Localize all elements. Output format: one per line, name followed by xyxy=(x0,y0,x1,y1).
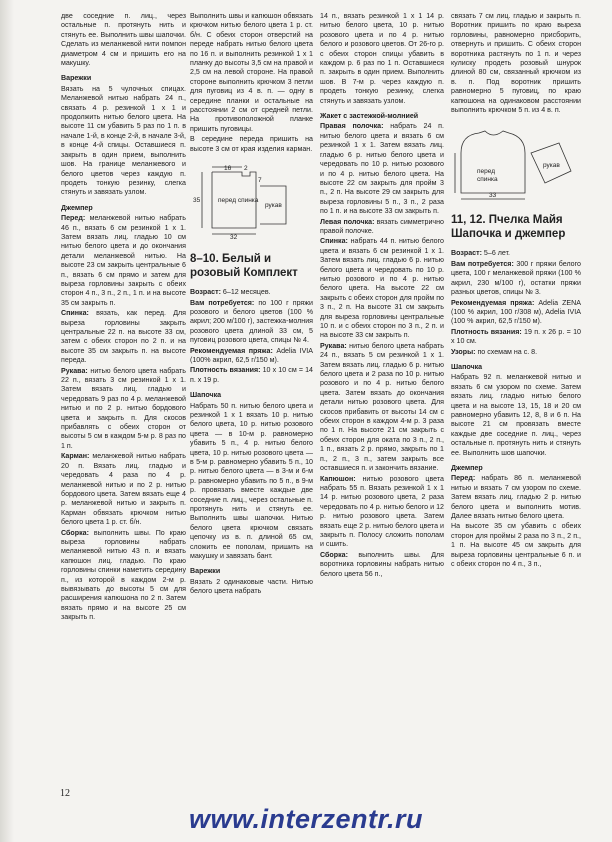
sleeve-label: рукав xyxy=(543,162,560,170)
paragraph: Спинка: вязать, как перед. Для выреза горловины закрыть центральные 22 п. на высоте 33 см, затем с обеих сторон по 2 п. и на высоте 35 см закрыть п. на высоте переда. xyxy=(61,309,186,365)
lead-in-label: Вам потребуется: xyxy=(451,259,514,268)
lead-in-label: Левая полочка: xyxy=(320,217,375,226)
lead-in-label: Вам потребуется: xyxy=(190,298,255,307)
project-title-8-10: 8–10. Белый и розовый Комплект xyxy=(190,253,298,280)
page-fold-shadow xyxy=(0,0,14,842)
section-heading-jumper: Джемпер xyxy=(451,464,483,472)
text-column-2 xyxy=(190,12,313,598)
lead-in-label: Возраст: xyxy=(451,249,482,258)
paragraph: В середине переда пришить на высоте 3 см от края изделия карман. xyxy=(190,135,313,153)
paragraph: Карман: меланжевой нитью набрать 20 п. Вязать лиц. гладью и чередовать 4 раза по 4 р. меланжевой нитью и по 2 р. нитью бордового цвета. Затем вязать еще 4 р. меланжевой нитью и закрыть п. Карман обвязать крючком нитью белого цвета 1 р. ст. б/н. xyxy=(61,452,186,527)
paragraph: Перед: меланжевой нитью набрать 46 п., вязать 6 см резинкой 1 х 1. Затем вязать лиц. гладью 10 см нитью белого цвета и до окончания детали меланжевой нитью. На высоте 23 см закрыть центральные 6 п., вязать 6 см прямо и затем для выреза горловины закрыть с обеих сторон 4 п., 3 п., 2 п., 1 п. и на высоте 35 см закрыть п. xyxy=(61,214,186,307)
paragraph-materials: Вам потребуется: 300 г пряжи белого цвета, 100 г меланжевой пряжи (100 % акрил, 230 м/100 г), остатки пряжи разных цветов, спицы № 3. xyxy=(451,259,581,297)
paragraph: Перед: набрать 86 п. меланжевой нитью и вязать 7 см узором по схеме. Затем вязать лиц. гладью 2 р. нитью белого цвета и выполнить мотив. Далее вязать нитью белого цвета. xyxy=(451,474,581,521)
paragraph: Рукава: нитью белого цвета набрать 22 п., вязать 3 см резинкой 1 х 1. Затем вязать лиц. гладью и чередовать 9 раз по 4 р. меланжевой нитью и по 2 р. нитью бордового цвета и закрыть п. Для скосов прибавлять с обеих сторон от высоты 5 см в каждом 5-м р. 8 раз по 1 п. xyxy=(61,366,186,450)
text-column-1 xyxy=(61,12,186,624)
lead-in-label: Спинка: xyxy=(61,309,89,318)
lead-in-label: Сборка: xyxy=(61,528,89,537)
lead-in-label: Карман: xyxy=(61,452,90,461)
dim-label: 32 xyxy=(230,234,238,242)
lead-in-label: Рекомендуемая пряжа: xyxy=(190,346,273,355)
section-heading-hat: Шапочка xyxy=(190,391,222,400)
lead-in-label: Рукава: xyxy=(320,341,347,350)
lead-in-label: Перед: xyxy=(61,214,86,223)
paragraph: Левая полочка: вязать симметрично правой полочке. xyxy=(320,217,444,235)
lead-in-label: Плотность вязания: xyxy=(451,327,522,336)
front-label: перед xyxy=(477,168,496,176)
lead-in-label: Узоры: xyxy=(451,347,476,356)
section-heading-zip-jacket: Жакет с застежкой-молнией xyxy=(320,112,419,121)
section-heading-mittens: Варежки xyxy=(61,74,92,83)
back-label: спинка xyxy=(477,176,498,184)
lead-in-label: Сборка: xyxy=(320,550,348,559)
paragraph-yarn: Рекомендуемая пряжа: Adelia ZENA (100 % акрил, 100 г/308 м), Adelia IVIA (100 % акрил, 62,5 г/150 м). xyxy=(451,298,581,326)
paragraph: связать 7 см лиц. гладью и закрыть п. Воротник пришить по краю выреза горловины, равномерно присборить, отвернуть и пришить. С обеих сторон воротника растянуть по 1 п. и через кулиску продеть розовый шнурок длиной 80 см, связанный крючком из в. п. Под воротник пришить равномерно 5 пуговиц, по краю капюшона на одинаковом расстоянии выполнить крючком 5 п. из 4 в. п. xyxy=(451,12,581,115)
dim-label: 16 xyxy=(224,165,232,173)
paragraph: Сборка: выполнить швы. По краю выреза горловины набрать меланжевой нитью 43 п. и вязать капюшон лиц. гладью. По краю горловины спинки наметить середину п., из которой в каждом 2-м р. вывязывать до высоты 5 см для расширения капюшона по 2 п. Затем вязать прямо и на высоте 25 см закрыть п. xyxy=(61,528,186,622)
dim-label: 2 xyxy=(244,165,248,173)
lead-in-label: Перед: xyxy=(451,474,476,483)
paragraph-gauge: Плотность вязания: 19 п. х 26 р. = 10 х 10 см. xyxy=(451,327,581,346)
paragraph: На высоте 35 см убавить с обеих сторон для проймы 2 раза по 3 п., 2 п., 1 п. На высоте 45 см закрыть для выреза горловины центральные 6 п. и с обеих сторон по 4 п., 3 п., xyxy=(451,522,581,569)
sleeve-label: рукав xyxy=(265,202,282,210)
section-heading-hat: Шапочка xyxy=(451,362,483,371)
paragraph: Вязать 2 одинаковые части. Нитью белого цвета набрать xyxy=(190,577,313,596)
jumper-schematic-svg xyxy=(190,162,313,242)
text-column-4 xyxy=(451,12,581,570)
paragraph: Спинка: набрать 44 п. нитью белого цвета и вязать 6 см резинкой 1 х 1. Затем вязать лиц. гладью 6 р. нитью белого цвета и чередовать по 10 р. нитью розового и по 4 р. нитью белого цвета. На высоте 22 см закрыть с обеих сторон для пройм по 3 п., 2 п. На высоте 31 см закрыть для выреза горловины центральные 10 п. и с обеих сторон по 3 п., 2 п. и на высоте 33 см закрыть п. xyxy=(320,237,444,340)
section-heading-jumper: Джемпер xyxy=(61,203,93,212)
paragraph: Набрать 92 п. меланжевой нитью и вязать 6 см узором по схеме. Затем вязать лиц. гладью нитью белого цвета и на высоте 13, 15, 18 и 20 см равномерно убавить 12, 8, 8 и 6 п. На высоте 21 см провязать вместе каждые две соседние п. лиц., через остальные п. протянуть нить и стянуть ее. Выполнить шов шапочки. xyxy=(451,373,581,457)
project-title-11-12: 11, 12. Пчелка Майя Шапочка и джемпер xyxy=(451,214,566,241)
lead-in-label: Капюшон: xyxy=(320,474,356,483)
paragraph: Капюшон: нитью розового цвета набрать 55 п. Вязать резинкой 1 х 1 14 р. нитью розового цвета, 2 раза чередовать по 4 р. нитью белого и 12 р. нитью розового цвета. Затем вязать еще 2 р. нитью белого цвета и закрыть п. Полосу сложить пополам и сшить. xyxy=(320,474,444,549)
paragraph-yarn: Рекомендуемая пряжа: Adelia IVIA (100% акрил, 62,5 г/150 м). xyxy=(190,346,313,364)
paragraph-age: Возраст: 6–12 месяцев. xyxy=(190,288,271,297)
paragraph-materials: Вам потребуется: по 100 г пряжи розового и белого цветов (100 % акрил; 200 м/100 г), застежка-молния розового цвета длиной 33 см, 5 пуговиц розового цвета, спицы № 4. xyxy=(190,298,314,345)
lead-in-label: Правая полочка: xyxy=(320,122,384,131)
bee-schematic-svg xyxy=(451,123,581,203)
front-back-label: перед спинка xyxy=(218,197,259,205)
pattern-diagram-bee xyxy=(451,123,581,203)
paragraph: 14 п., вязать резинкой 1 х 1 14 р. нитью белого цвета, 10 р. нитью розового цвета и по 4 р. нитью белого и розового цветов. От 26-го р. с обеих сторон спицы убавить в каждом р. 6 раз по 1 п. Оставшиеся п. закрыть в один прием. Выполнить шов. В 7-м р. через каждую п. продеть тонкую резинку, слегка стянуть и завязать узлом. xyxy=(320,12,444,105)
dim-label: 35 xyxy=(193,197,201,205)
paragraph: две соседние п. лиц., через остальные п. протянуть нить и стянуть ее. Выполнить швы шапочки. Сделать из меланжевой нити помпон диаметром 4 см и пришить его на макушку. xyxy=(61,12,186,68)
paragraph-gauge: Плотность вязания: 10 х 10 см = 14 п. х 19 р. xyxy=(190,366,313,384)
paragraph: Вязать на 5 чулочных спицах. Меланжевой нитью набрать 24 п., связать 4 р. резинкой 1 х 1 и продолжить нитью белого цвета. На высоте 11 см убавить 5 раз по 1 п. в начале 1-й, в конце 2-й, в начале 3-й, в конце 4-й спицы. Оставшиеся п. закрыть в один прием, выполнить шов. На границе меланжевого и белого цветов через каждую п. продеть тонкую резинку, слегка стянуть и завязать узлом. xyxy=(61,84,186,197)
page-number: 12 xyxy=(60,788,70,799)
lead-in-label: Рукава: xyxy=(61,366,88,375)
pattern-diagram-jumper xyxy=(190,162,313,242)
text-column-3 xyxy=(320,12,444,580)
paragraph: Сборка: выполнить швы. Для воротника горловины набрать нитью белого цвета 56 п., xyxy=(320,550,444,578)
dim-label: 33 xyxy=(489,192,497,200)
paragraph: Рукава: нитью белого цвета набрать 24 п., вязать 5 см резинкой 1 х 1. Затем вязать лиц. гладью 6 р. нитью белого цвета и 2 раза по 10 р. нитью розового и по 4 р. нитью белого цвета. Затем вязать до окончания детали нитью розового цвета. Для скосов прибавить от высоты 14 см с обеих сторон в каждом 4-м р. 3 раза по 1 п. На высоте 21 см закрыть с обеих сторон для оката по 3 п., 2 п., 1 п., вязать 2 р. прямо, закрыть по 1 п., 2 п., 3 п., затем закрыть все оставшиеся п. и закончить вязание. xyxy=(320,341,444,473)
paragraph: Правая полочка: набрать 24 п. нитью белого цвета и вязать 6 см резинкой 1 х 1. Затем вязать лиц. гладью 6 р. нитью белого цвета и чередовать по 10 р. нитью розового и по 4 р. нитью белого цвета. На высоте 22 см закрыть для пройм 3 п., 2 п. На высоте 29 см закрыть для выреза горловины 5 п., 3 п., 2 раза по 1 п. и на высоте 33 см закрыть п. xyxy=(320,122,444,216)
paragraph-age: Возраст: 5–6 лет. xyxy=(451,249,511,258)
paragraph: Набрать 50 п. нитью белого цвета и резинкой 1 х 1 вязать 10 р. нитью белого цвета, 10 р. нитью розового цвета — в 10-м р. равномерно убавить 5 п., 4 р. нитью белого цвета, 10 р. нитью розового цвета — в 5-м р. равномерно убавить 5 п., 10 р. нитью белого цвета — в 3-м и 6-м р. равномерно убавить по 5 п., в 9-м р. провязать вместе каждые две соседние п. лиц., через остальные п. протянуть нить и стянуть ее. Выполнить швы шапочки. Нитью белого цвета крючком связать цепочку из в. п. длиной 65 см, сложить ее пополам, пришить на макушку и завязать бант. xyxy=(190,401,313,561)
lead-in-label: Спинка: xyxy=(320,237,348,246)
lead-in-label: Плотность вязания: xyxy=(190,366,261,375)
lead-in-label: Рекомендуемая пряжа: xyxy=(451,298,535,307)
dim-label: 7 xyxy=(258,177,262,185)
website-watermark: www.interzentr.ru xyxy=(188,804,424,834)
lead-in-label: Возраст: xyxy=(190,288,221,297)
paragraph-patterns: Узоры: по схемам на с. 8. xyxy=(451,347,538,356)
paragraph: Выполнить швы и капюшон обвязать крючком нитью белого цвета 1 р. ст. б/н. С обеих сторон отверстий на переде набрать нитью белого цвета по 16 п. и выполнить резинкой 1 х 1 планку до высоты 3,5 см на правой и 2,5 см на левой стороне. На правой стороне выполнить крючком 3 петли для пуговиц из 4 в. п. — одну в середине планки и остальные на расстоянии 2 см от средней петли. На противоположной планке пришить пуговицы. xyxy=(190,12,313,133)
section-heading-mittens: Варежки xyxy=(190,567,221,576)
